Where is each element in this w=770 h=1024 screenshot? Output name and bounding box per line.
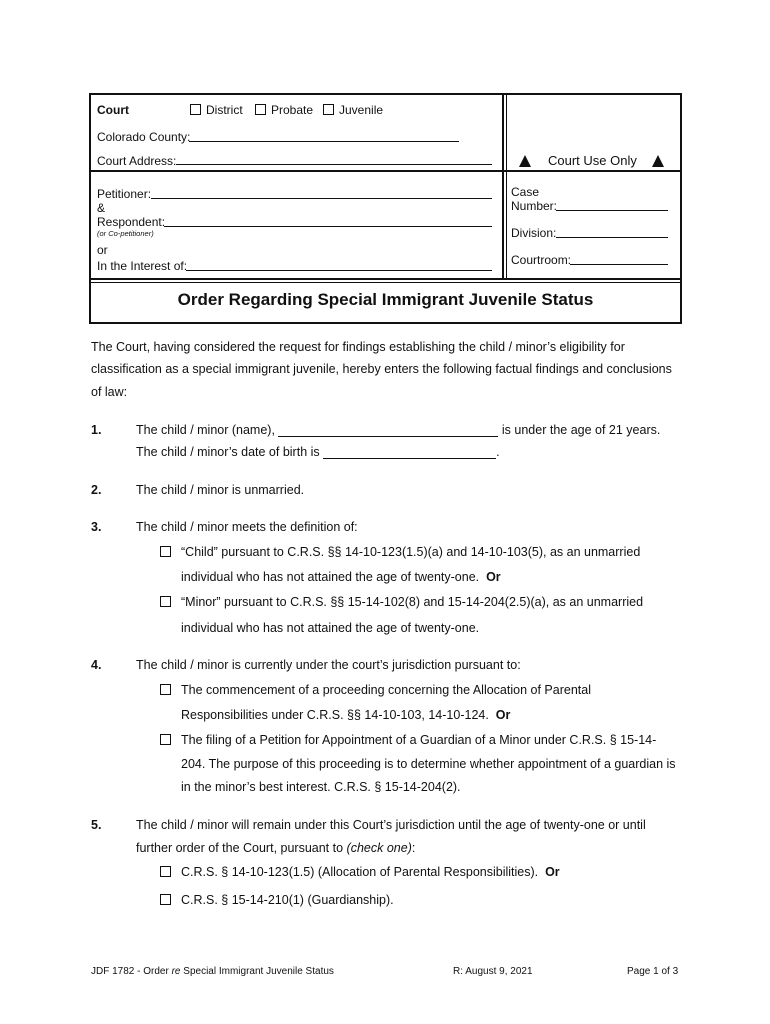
caption-divider-h1 <box>91 170 680 172</box>
or-connector: Or <box>545 865 560 879</box>
item-3-option-1-checkbox[interactable] <box>160 545 176 559</box>
footer-form-b: Special Immigrant Juvenile Status <box>183 966 334 977</box>
courtroom-field[interactable] <box>570 264 668 265</box>
checkbox-juvenile[interactable] <box>323 103 383 117</box>
item-5-option-1-text <box>181 865 560 879</box>
item-3-option-1-line-1: “Child” pursuant to C.R.S. §§ 14-10-123(1.5)(a) and 14-10-103(5), as an unmarried <box>181 545 641 559</box>
item-4-option-1-line-2 <box>181 708 510 722</box>
item-5-option-1-label: C.R.S. § 14-10-123(1.5) (Allocation of Parental Responsibilities). <box>181 865 539 879</box>
item-4-option-2-line-1: The filing of a Petition for Appointment of a Guardian of a Minor under C.R.S. § 15-14- <box>181 733 657 747</box>
check-one-note: (check one) <box>346 841 412 855</box>
checkbox-icon[interactable] <box>160 734 171 745</box>
item-5-option-2-text: C.R.S. § 15-14-210(1) (Guardianship). <box>181 893 394 907</box>
item-3-option-1-line-2-text: individual who has not attained the age of twenty-one. <box>181 570 480 584</box>
item-4-option-2-line-2: 204. The purpose of this proceeding is to determine whether appointment of a guardian is <box>181 757 676 771</box>
county-label: Colorado County: <box>97 130 191 144</box>
item-4-option-2-line-3: in the minor’s best interest. C.R.S. § 15-14-204(2). <box>181 780 461 794</box>
date-of-birth-field[interactable] <box>323 445 496 459</box>
number-label: Number: <box>511 199 558 213</box>
checkbox-icon[interactable] <box>160 866 171 877</box>
item-4-option-2-checkbox[interactable] <box>160 733 176 747</box>
item-4-number: 4. <box>91 658 102 672</box>
item-1-number: 1. <box>91 423 102 437</box>
item-1-age-text: is under the age of 21 years. <box>501 423 661 437</box>
county-field[interactable] <box>189 141 459 142</box>
interest-label: In the Interest of: <box>97 259 188 273</box>
item-4-option-1-checkbox[interactable] <box>160 683 176 697</box>
page-title: Order Regarding Special Immigrant Juvenile Status <box>177 290 594 309</box>
item-1-period: . <box>496 445 500 459</box>
court-use-only-label: Court Use Only <box>548 153 637 168</box>
item-5-line-1: The child / minor will remain under this Court’s jurisdiction until the age of twenty-one or until <box>136 818 646 832</box>
item-3-option-2-checkbox[interactable] <box>160 595 176 609</box>
item-1-dob-label: The child / minor’s date of birth is <box>136 445 320 459</box>
checkbox-icon[interactable] <box>160 546 171 557</box>
division-field[interactable] <box>556 237 668 238</box>
item-5-option-1-checkbox[interactable] <box>160 865 176 879</box>
caption-divider-vertical <box>502 95 504 279</box>
caption-divider-h2 <box>91 278 680 280</box>
item-5-colon: : <box>411 841 416 855</box>
item-1-name-label: The child / minor (name), <box>136 423 275 437</box>
checkbox-icon[interactable] <box>160 684 171 695</box>
checkbox-icon[interactable] <box>160 596 171 607</box>
item-4-text: The child / minor is currently under the court’s jurisdiction pursuant to: <box>136 658 521 672</box>
case-label: Case <box>511 185 540 199</box>
respondent-field[interactable] <box>164 226 492 227</box>
checkbox-icon[interactable] <box>160 894 171 905</box>
item-5-line-2 <box>136 841 415 855</box>
checkbox-icon[interactable] <box>255 104 266 115</box>
child-name-field[interactable] <box>278 423 498 437</box>
item-3-option-1-line-2 <box>181 570 501 584</box>
item-3-option-2-line-1: “Minor” pursuant to C.R.S. §§ 15-14-102(8) and 15-14-204(2.5)(a), as an unmarried <box>181 595 644 609</box>
intro-line-3: of law: <box>91 385 128 399</box>
footer-page-number: Page 1 of 3 <box>627 966 679 977</box>
item-2-number: 2. <box>91 483 102 497</box>
checkbox-district[interactable] <box>190 103 243 117</box>
ampersand-label: & <box>97 201 106 215</box>
item-5-line-2-text: further order of the Court, pursuant to <box>136 841 344 855</box>
or-label: or <box>97 243 108 257</box>
interest-field[interactable] <box>186 270 492 271</box>
or-connector: Or <box>495 708 511 722</box>
respondent-label: Respondent: <box>97 215 166 229</box>
co-petitioner-note: (or Co-petitioner) <box>97 229 154 238</box>
item-3-number: 3. <box>91 520 102 534</box>
case-number-field[interactable] <box>556 210 668 211</box>
petitioner-label: Petitioner: <box>97 187 152 201</box>
footer-form-id <box>91 966 334 977</box>
item-1-line-2 <box>136 445 500 459</box>
item-4-option-1-line-1: The commencement of a proceeding concerning the Allocation of Parental <box>181 683 591 697</box>
petitioner-field[interactable] <box>151 198 492 199</box>
division-label: Division: <box>511 226 557 240</box>
courtroom-label: Courtroom: <box>511 253 572 267</box>
checkbox-probate[interactable] <box>255 103 313 117</box>
address-field[interactable] <box>176 164 492 165</box>
up-arrow-right-icon <box>652 155 664 170</box>
intro-line-1: The Court, having considered the request for findings establishing the child / minor’s eligibility for <box>91 340 625 354</box>
juvenile-label: Juvenile <box>339 103 384 117</box>
footer-revision-date: R: August 9, 2021 <box>453 966 533 977</box>
item-2-text: The child / minor is unmarried. <box>136 483 305 497</box>
checkbox-icon[interactable] <box>323 104 334 115</box>
footer-form-a: JDF 1782 - Order <box>91 966 169 977</box>
court-label: Court <box>97 103 129 117</box>
caption-divider-h3 <box>91 282 680 283</box>
item-1-line-1 <box>136 423 660 437</box>
item-5-number: 5. <box>91 818 102 832</box>
item-5-option-2-checkbox[interactable] <box>160 893 176 907</box>
item-3-text: The child / minor meets the definition of: <box>136 520 358 534</box>
or-connector: Or <box>486 570 501 584</box>
probate-label: Probate <box>271 103 314 117</box>
intro-line-2: classification as a special immigrant juvenile, hereby enters the following factual findings and conclusions <box>91 362 672 376</box>
district-label: District <box>206 103 243 117</box>
item-4-option-1-line-2-text: Responsibilities under C.R.S. §§ 14-10-103, 14-10-124. <box>181 708 489 722</box>
footer-form-re: re <box>171 966 181 977</box>
caption-divider-vertical-2 <box>506 95 507 279</box>
up-arrow-left-icon <box>519 155 531 170</box>
item-3-option-2-line-2: individual who has not attained the age of twenty-one. <box>181 621 480 635</box>
checkbox-icon[interactable] <box>190 104 201 115</box>
address-label: Court Address: <box>97 154 177 168</box>
